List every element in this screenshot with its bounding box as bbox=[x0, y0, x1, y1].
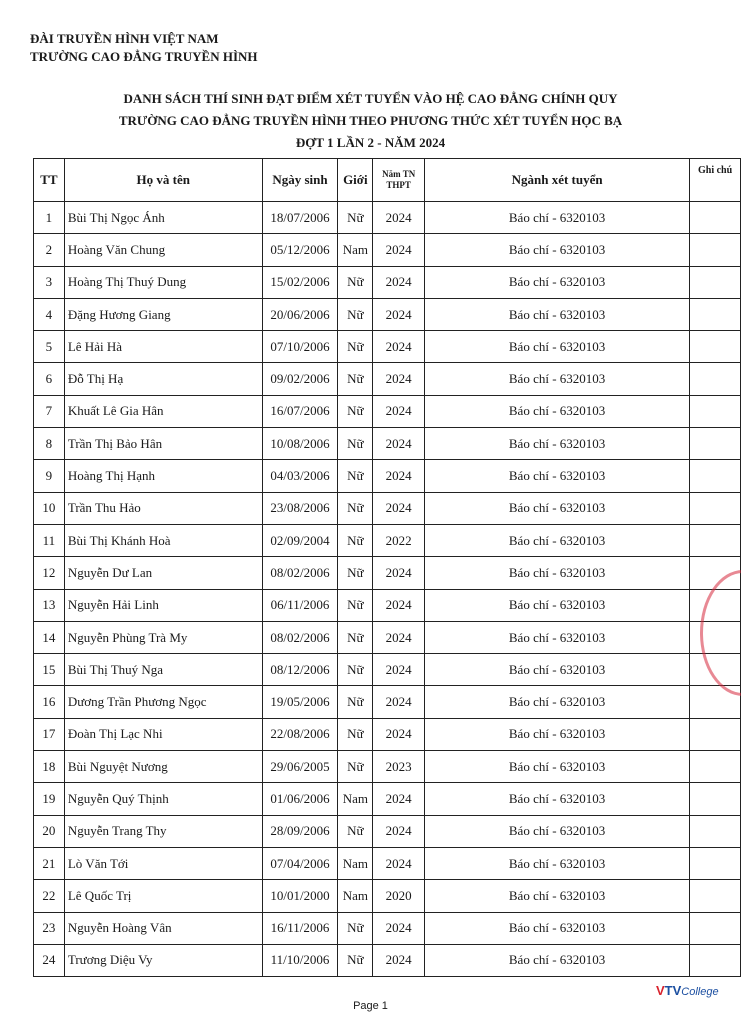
row-major: Báo chí - 6320103 bbox=[425, 621, 690, 653]
logo-part-2: TV bbox=[664, 983, 682, 998]
page-number: Page 1 bbox=[353, 1000, 388, 1012]
row-name: Hoàng Thị Thuý Dung bbox=[64, 266, 262, 298]
row-note bbox=[690, 266, 741, 298]
row-tt: 19 bbox=[34, 783, 65, 815]
row-name: Lê Hải Hà bbox=[64, 331, 262, 363]
table-row bbox=[34, 912, 741, 944]
row-note bbox=[690, 298, 741, 330]
row-tt: 2 bbox=[34, 234, 65, 266]
vtv-college-logo bbox=[656, 983, 719, 998]
row-note bbox=[690, 460, 741, 492]
table-row bbox=[34, 944, 741, 976]
row-name: Lò Văn Tới bbox=[64, 847, 262, 879]
row-name: Hoàng Văn Chung bbox=[64, 234, 262, 266]
row-major: Báo chí - 6320103 bbox=[425, 395, 690, 427]
row-note bbox=[690, 234, 741, 266]
row-tt: 4 bbox=[34, 298, 65, 330]
row-dob: 01/06/2006 bbox=[262, 783, 338, 815]
row-note bbox=[690, 524, 741, 556]
table-row bbox=[34, 460, 741, 492]
row-name: Dương Trần Phương Ngọc bbox=[64, 686, 262, 718]
row-major: Báo chí - 6320103 bbox=[425, 298, 690, 330]
table-row bbox=[34, 492, 741, 524]
row-year: 2024 bbox=[373, 428, 425, 460]
row-name: Nguyễn Dư Lan bbox=[64, 557, 262, 589]
row-tt: 21 bbox=[34, 847, 65, 879]
logo-part-1: V bbox=[656, 983, 665, 998]
row-year: 2024 bbox=[373, 460, 425, 492]
row-tt: 24 bbox=[34, 944, 65, 976]
col-header-major: Ngành xét tuyển bbox=[425, 159, 690, 202]
row-dob: 05/12/2006 bbox=[262, 234, 338, 266]
row-major: Báo chí - 6320103 bbox=[425, 654, 690, 686]
row-gender: Nữ bbox=[338, 363, 373, 395]
row-tt: 10 bbox=[34, 492, 65, 524]
row-name: Lê Quốc Trị bbox=[64, 880, 262, 912]
row-name: Bùi Thị Ngọc Ánh bbox=[64, 202, 262, 234]
row-year: 2024 bbox=[373, 912, 425, 944]
row-name: Nguyễn Phùng Trà My bbox=[64, 621, 262, 653]
row-year: 2024 bbox=[373, 783, 425, 815]
row-dob: 22/08/2006 bbox=[262, 718, 338, 750]
row-name: Trương Diệu Vy bbox=[64, 944, 262, 976]
row-dob: 07/10/2006 bbox=[262, 331, 338, 363]
row-year: 2024 bbox=[373, 298, 425, 330]
row-dob: 08/02/2006 bbox=[262, 621, 338, 653]
table-row bbox=[34, 815, 741, 847]
table-row bbox=[34, 234, 741, 266]
row-gender: Nữ bbox=[338, 331, 373, 363]
row-note bbox=[690, 815, 741, 847]
row-tt: 11 bbox=[34, 524, 65, 556]
row-year: 2024 bbox=[373, 363, 425, 395]
table-row bbox=[34, 557, 741, 589]
row-note bbox=[690, 331, 741, 363]
table-row bbox=[34, 621, 741, 653]
table-row bbox=[34, 428, 741, 460]
row-gender: Nữ bbox=[338, 460, 373, 492]
table-row bbox=[34, 202, 741, 234]
row-year: 2024 bbox=[373, 331, 425, 363]
row-tt: 15 bbox=[34, 654, 65, 686]
row-dob: 19/05/2006 bbox=[262, 686, 338, 718]
title-line-2: TRƯỜNG CAO ĐẲNG TRUYỀN HÌNH THEO PHƯƠNG THỨC XÉT TUYỂN HỌC BẠ bbox=[118, 113, 623, 128]
table-row bbox=[34, 783, 741, 815]
table-row bbox=[34, 880, 741, 912]
row-gender: Nam bbox=[338, 783, 373, 815]
row-name: Đặng Hương Giang bbox=[64, 298, 262, 330]
org-line-1: ĐÀI TRUYỀN HÌNH VIỆT NAM bbox=[30, 31, 219, 46]
col-header-year-line-1: Năm TN bbox=[382, 169, 416, 179]
table-row bbox=[34, 589, 741, 621]
row-note bbox=[690, 944, 741, 976]
row-name: Hoàng Thị Hạnh bbox=[64, 460, 262, 492]
row-gender: Nữ bbox=[338, 524, 373, 556]
row-year: 2024 bbox=[373, 654, 425, 686]
row-dob: 11/10/2006 bbox=[262, 944, 338, 976]
table-row bbox=[34, 654, 741, 686]
row-gender: Nam bbox=[338, 234, 373, 266]
row-dob: 20/06/2006 bbox=[262, 298, 338, 330]
table-row bbox=[34, 718, 741, 750]
row-name: Bùi Nguyệt Nương bbox=[64, 751, 262, 783]
row-name: Nguyễn Hải Linh bbox=[64, 589, 262, 621]
row-tt: 20 bbox=[34, 815, 65, 847]
row-year: 2024 bbox=[373, 266, 425, 298]
table-row bbox=[34, 524, 741, 556]
row-dob: 04/03/2006 bbox=[262, 460, 338, 492]
document-title bbox=[0, 88, 741, 154]
row-tt: 9 bbox=[34, 460, 65, 492]
row-year: 2024 bbox=[373, 718, 425, 750]
table-header-row bbox=[34, 159, 741, 202]
table-row bbox=[34, 331, 741, 363]
row-major: Báo chí - 6320103 bbox=[425, 460, 690, 492]
row-tt: 23 bbox=[34, 912, 65, 944]
row-dob: 07/04/2006 bbox=[262, 847, 338, 879]
logo-part-3: College bbox=[681, 986, 719, 998]
row-major: Báo chí - 6320103 bbox=[425, 589, 690, 621]
row-gender: Nam bbox=[338, 847, 373, 879]
row-note bbox=[690, 363, 741, 395]
row-tt: 18 bbox=[34, 751, 65, 783]
row-major: Báo chí - 6320103 bbox=[425, 428, 690, 460]
row-tt: 6 bbox=[34, 363, 65, 395]
col-header-gender: Giới bbox=[338, 159, 373, 202]
title-line-1: DANH SÁCH THÍ SINH ĐẠT ĐIỂM XÉT TUYỂN VÀO HỆ CAO ĐẲNG CHÍNH QUY bbox=[123, 91, 618, 106]
col-header-tt: TT bbox=[34, 159, 65, 202]
row-tt: 8 bbox=[34, 428, 65, 460]
table-row bbox=[34, 395, 741, 427]
row-dob: 16/11/2006 bbox=[262, 912, 338, 944]
row-gender: Nữ bbox=[338, 621, 373, 653]
row-gender: Nữ bbox=[338, 395, 373, 427]
row-tt: 1 bbox=[34, 202, 65, 234]
table-body bbox=[34, 202, 741, 977]
row-note bbox=[690, 718, 741, 750]
row-dob: 06/11/2006 bbox=[262, 589, 338, 621]
row-year: 2024 bbox=[373, 234, 425, 266]
row-major: Báo chí - 6320103 bbox=[425, 557, 690, 589]
row-note bbox=[690, 847, 741, 879]
row-gender: Nữ bbox=[338, 428, 373, 460]
row-tt: 14 bbox=[34, 621, 65, 653]
row-major: Báo chí - 6320103 bbox=[425, 331, 690, 363]
table-row bbox=[34, 686, 741, 718]
table-row bbox=[34, 298, 741, 330]
row-year: 2024 bbox=[373, 202, 425, 234]
row-note bbox=[690, 428, 741, 460]
row-year: 2024 bbox=[373, 944, 425, 976]
row-dob: 29/06/2005 bbox=[262, 751, 338, 783]
row-gender: Nữ bbox=[338, 492, 373, 524]
row-gender: Nữ bbox=[338, 557, 373, 589]
row-dob: 10/01/2000 bbox=[262, 880, 338, 912]
table-row bbox=[34, 751, 741, 783]
table-row bbox=[34, 363, 741, 395]
row-tt: 3 bbox=[34, 266, 65, 298]
candidate-table bbox=[33, 158, 741, 977]
row-name: Nguyễn Trang Thy bbox=[64, 815, 262, 847]
row-note bbox=[690, 202, 741, 234]
row-name: Đoàn Thị Lạc Nhi bbox=[64, 718, 262, 750]
row-major: Báo chí - 6320103 bbox=[425, 944, 690, 976]
row-gender: Nữ bbox=[338, 654, 373, 686]
row-tt: 17 bbox=[34, 718, 65, 750]
row-major: Báo chí - 6320103 bbox=[425, 686, 690, 718]
org-line-2: TRƯỜNG CAO ĐẲNG TRUYỀN HÌNH bbox=[30, 49, 258, 64]
row-major: Báo chí - 6320103 bbox=[425, 234, 690, 266]
row-gender: Nữ bbox=[338, 718, 373, 750]
row-major: Báo chí - 6320103 bbox=[425, 912, 690, 944]
row-tt: 16 bbox=[34, 686, 65, 718]
row-major: Báo chí - 6320103 bbox=[425, 363, 690, 395]
row-major: Báo chí - 6320103 bbox=[425, 751, 690, 783]
row-dob: 16/07/2006 bbox=[262, 395, 338, 427]
row-year: 2023 bbox=[373, 751, 425, 783]
row-major: Báo chí - 6320103 bbox=[425, 718, 690, 750]
row-major: Báo chí - 6320103 bbox=[425, 202, 690, 234]
row-major: Báo chí - 6320103 bbox=[425, 266, 690, 298]
row-dob: 28/09/2006 bbox=[262, 815, 338, 847]
col-header-dob: Ngày sinh bbox=[262, 159, 338, 202]
row-gender: Nam bbox=[338, 880, 373, 912]
row-gender: Nữ bbox=[338, 686, 373, 718]
row-note bbox=[690, 783, 741, 815]
row-dob: 10/08/2006 bbox=[262, 428, 338, 460]
row-name: Trần Thu Hảo bbox=[64, 492, 262, 524]
row-note bbox=[690, 912, 741, 944]
row-year: 2024 bbox=[373, 492, 425, 524]
row-year: 2024 bbox=[373, 395, 425, 427]
row-major: Báo chí - 6320103 bbox=[425, 524, 690, 556]
row-major: Báo chí - 6320103 bbox=[425, 880, 690, 912]
row-note bbox=[690, 492, 741, 524]
row-gender: Nữ bbox=[338, 266, 373, 298]
col-header-year-line-2: THPT bbox=[386, 180, 411, 190]
table-row bbox=[34, 266, 741, 298]
row-dob: 09/02/2006 bbox=[262, 363, 338, 395]
row-tt: 12 bbox=[34, 557, 65, 589]
row-gender: Nữ bbox=[338, 589, 373, 621]
row-major: Báo chí - 6320103 bbox=[425, 815, 690, 847]
row-dob: 23/08/2006 bbox=[262, 492, 338, 524]
row-year: 2024 bbox=[373, 847, 425, 879]
row-name: Đỗ Thị Hạ bbox=[64, 363, 262, 395]
row-gender: Nữ bbox=[338, 912, 373, 944]
row-name: Bùi Thị Khánh Hoà bbox=[64, 524, 262, 556]
col-header-year bbox=[373, 159, 425, 202]
title-line-3: ĐỢT 1 LẦN 2 - NĂM 2024 bbox=[295, 135, 446, 150]
row-year: 2024 bbox=[373, 557, 425, 589]
row-tt: 5 bbox=[34, 331, 65, 363]
row-gender: Nữ bbox=[338, 298, 373, 330]
row-year: 2024 bbox=[373, 686, 425, 718]
row-year: 2022 bbox=[373, 524, 425, 556]
row-major: Báo chí - 6320103 bbox=[425, 847, 690, 879]
row-gender: Nữ bbox=[338, 944, 373, 976]
row-name: Nguyễn Quý Thịnh bbox=[64, 783, 262, 815]
row-dob: 02/09/2004 bbox=[262, 524, 338, 556]
row-tt: 22 bbox=[34, 880, 65, 912]
row-name: Khuất Lê Gia Hân bbox=[64, 395, 262, 427]
row-major: Báo chí - 6320103 bbox=[425, 783, 690, 815]
col-header-note: Ghi chú bbox=[690, 159, 741, 202]
row-dob: 08/12/2006 bbox=[262, 654, 338, 686]
row-tt: 7 bbox=[34, 395, 65, 427]
row-year: 2024 bbox=[373, 815, 425, 847]
row-dob: 18/07/2006 bbox=[262, 202, 338, 234]
col-header-name: Họ và tên bbox=[64, 159, 262, 202]
row-gender: Nữ bbox=[338, 751, 373, 783]
row-year: 2020 bbox=[373, 880, 425, 912]
row-note bbox=[690, 880, 741, 912]
row-note bbox=[690, 751, 741, 783]
row-name: Bùi Thị Thuý Nga bbox=[64, 654, 262, 686]
row-dob: 08/02/2006 bbox=[262, 557, 338, 589]
row-name: Nguyễn Hoàng Vân bbox=[64, 912, 262, 944]
row-dob: 15/02/2006 bbox=[262, 266, 338, 298]
row-major: Báo chí - 6320103 bbox=[425, 492, 690, 524]
row-gender: Nữ bbox=[338, 202, 373, 234]
row-note bbox=[690, 395, 741, 427]
organization-header bbox=[30, 30, 258, 66]
table-row bbox=[34, 847, 741, 879]
row-year: 2024 bbox=[373, 621, 425, 653]
row-name: Trần Thị Bảo Hân bbox=[64, 428, 262, 460]
row-tt: 13 bbox=[34, 589, 65, 621]
row-year: 2024 bbox=[373, 589, 425, 621]
row-gender: Nữ bbox=[338, 815, 373, 847]
